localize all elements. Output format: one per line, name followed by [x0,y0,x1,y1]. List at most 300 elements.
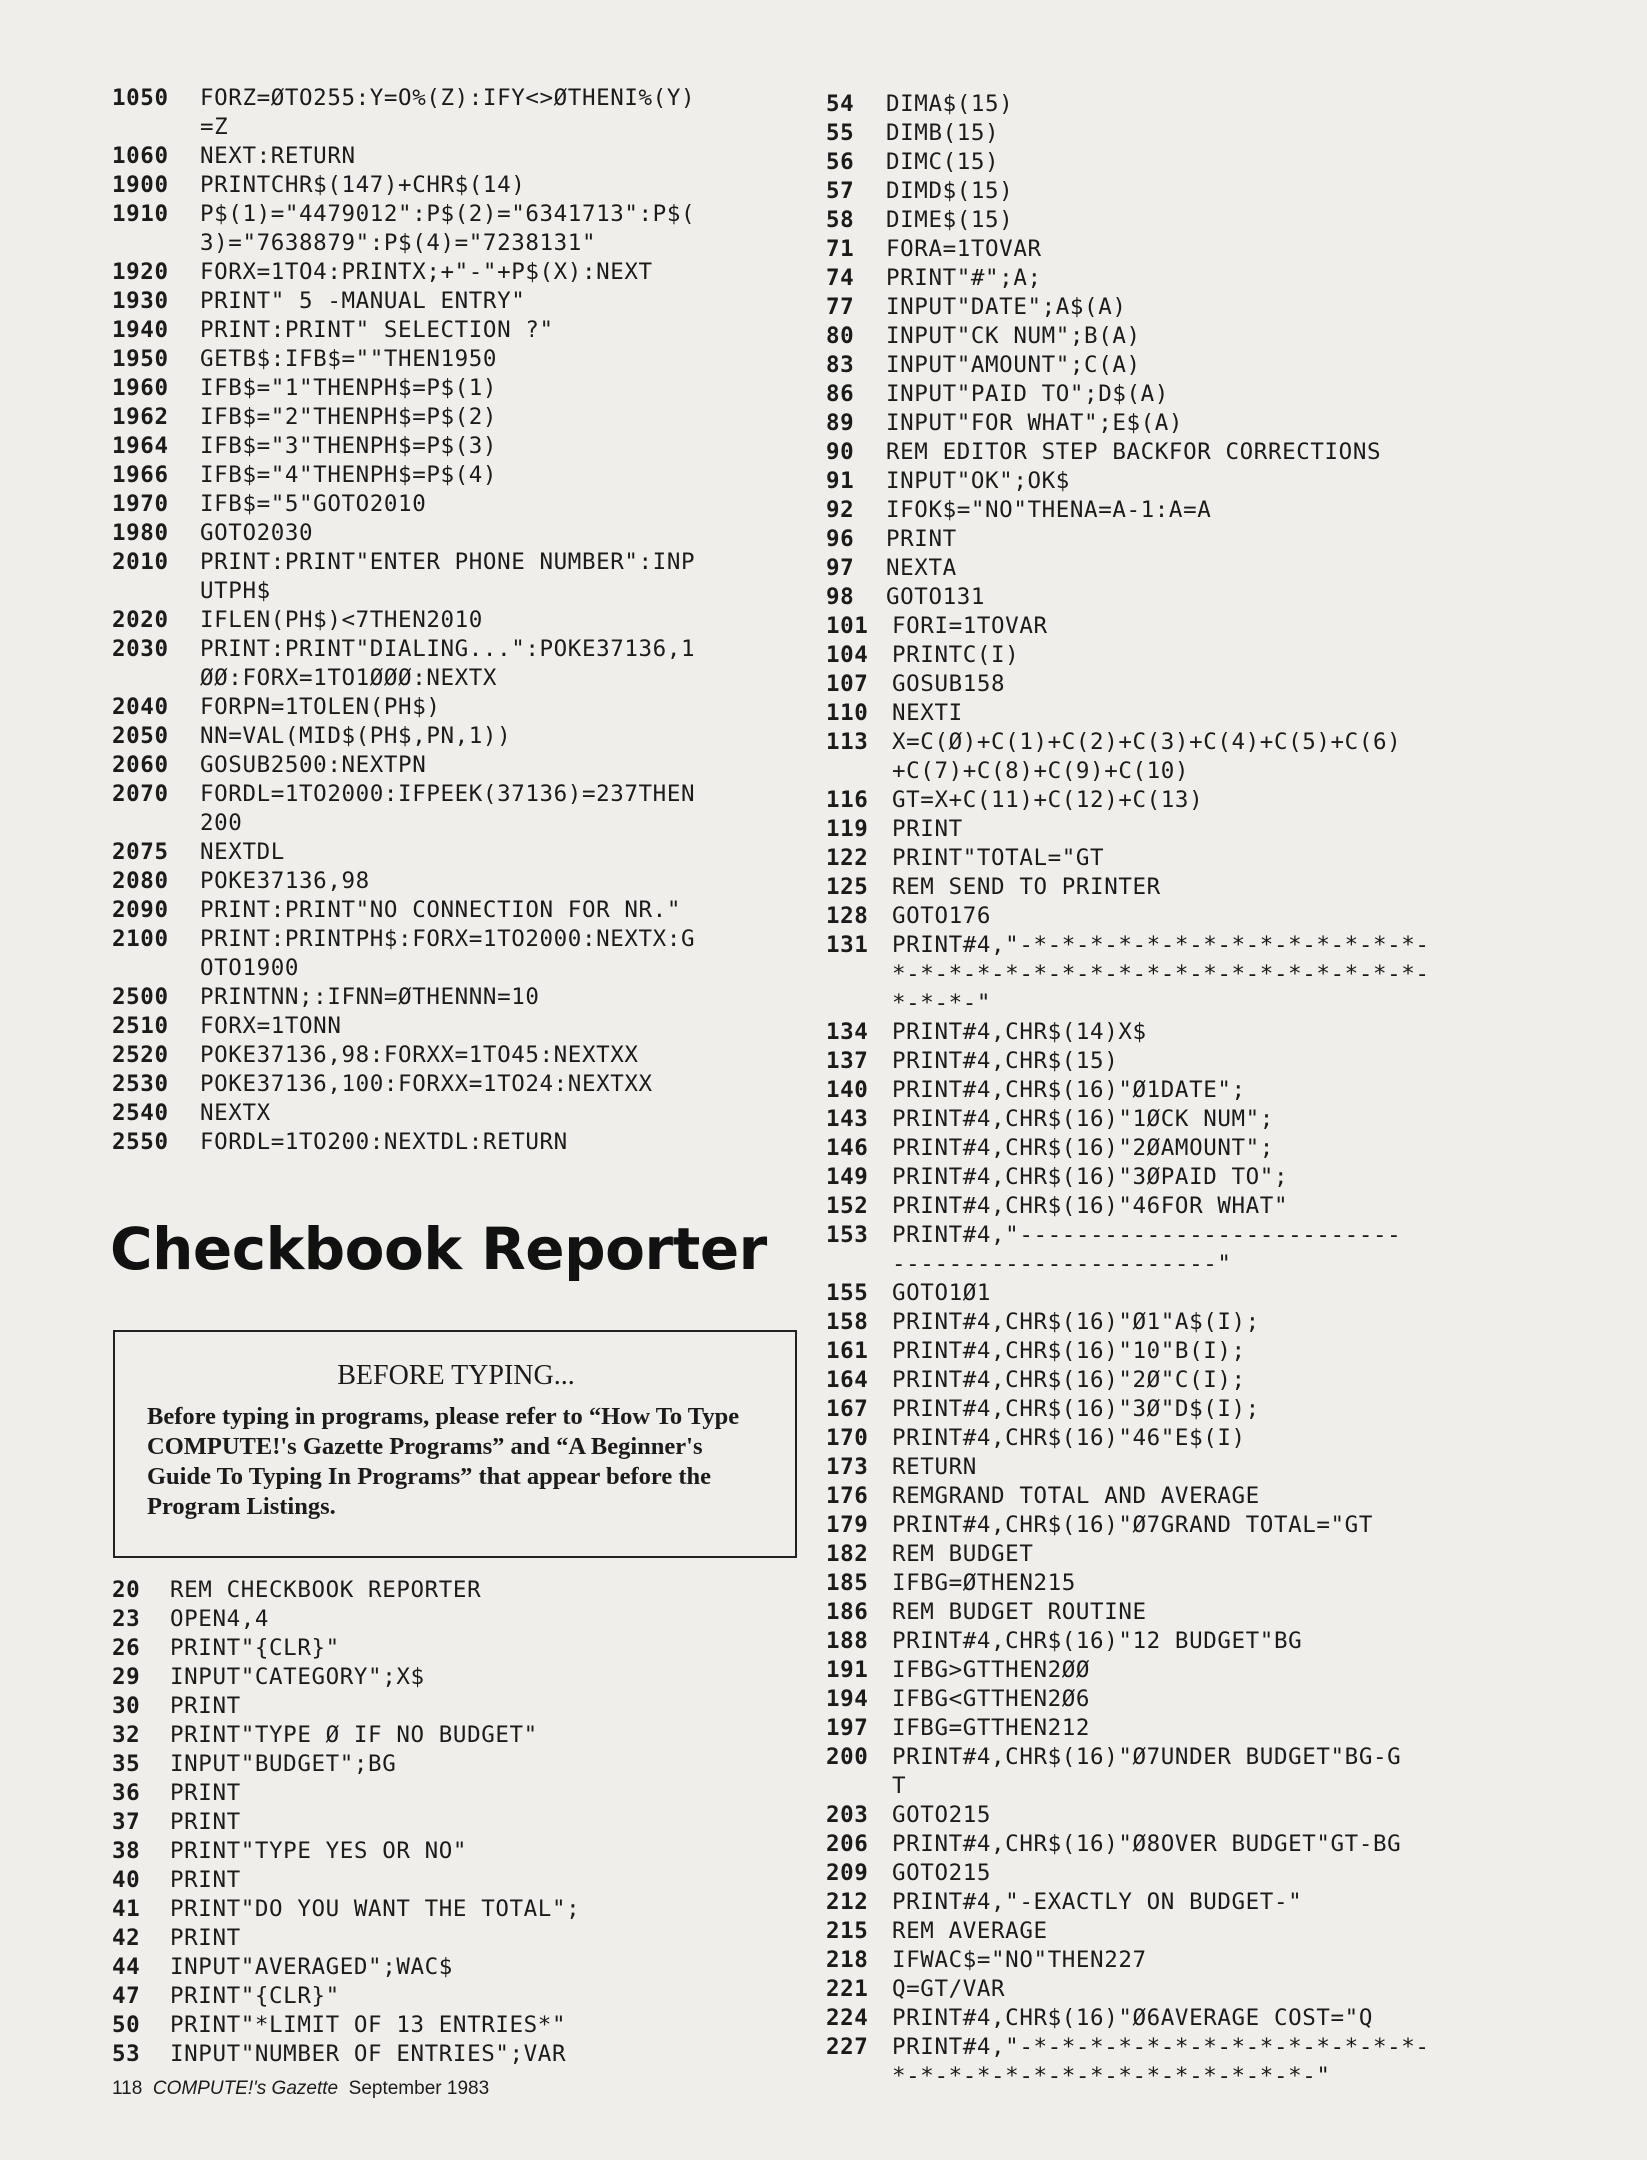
line-number: 2520 [112,1042,169,1068]
line-code: PRINT [170,1809,241,1835]
line-code: FORA=1TOVAR [886,236,1042,262]
line-number: 1962 [112,404,169,430]
line-code: REM BUDGET ROUTINE [892,1599,1147,1625]
line-code: IFBG=GTTHEN212 [892,1715,1091,1741]
line-number: 2550 [112,1129,169,1155]
code-line [826,1424,1586,1453]
code-line [112,1634,812,1663]
line-code: PRINT#4,CHR$(16)"3Ø"D$(I); [892,1396,1260,1422]
line-code: Q=GT/VAR [892,1976,1006,2002]
line-code: IFB$="4"THENPH$=P$(4) [200,462,498,488]
line-number: 146 [826,1135,869,1161]
line-number: 2070 [112,781,169,807]
line-code: PRINT#4,CHR$(16)"Ø1DATE"; [892,1077,1246,1103]
line-number: 2090 [112,897,169,923]
line-number: 37 [112,1809,141,1835]
code-line [112,606,812,635]
line-number: 42 [112,1925,141,1951]
line-number: 194 [826,1686,869,1712]
code-line [826,525,1586,554]
code-line [112,461,812,490]
line-code: RETURN [892,1454,977,1480]
code-line [826,496,1586,525]
code-line [112,1663,812,1692]
page-number: 118 [112,2078,143,2099]
line-number: 176 [826,1483,869,1509]
line-code: PRINT#4,CHR$(16)"Ø7GRAND TOTAL="GT [892,1512,1373,1538]
line-code: PRINT#4,"-*-*-*-*-*-*-*-*-*-*-*-*-*-*- *-*-*-*-*-*-*-*-*-*-*-*-*-*-*-*-*-*-*- *-*-*-" [892,932,1430,1016]
code-line [112,1070,812,1099]
line-code: INPUT"BUDGET";BG [170,1751,397,1777]
code-line [112,693,812,722]
code-line [826,641,1586,670]
code-line [826,1395,1586,1424]
code-line [112,1953,812,1982]
line-code: PRINTC(I) [892,642,1020,668]
line-code: PRINTNN;:IFNN=ØTHENNN=10 [200,984,540,1010]
line-number: 77 [826,294,855,320]
line-code: FORDL=1TO200:NEXTDL:RETURN [200,1129,568,1155]
code-line [826,1163,1586,1192]
line-number: 2500 [112,984,169,1010]
line-code: FORDL=1TO2000:IFPEEK(37136)=237THEN 200 [200,781,696,836]
code-line [112,635,812,693]
line-code: NEXTDL [200,839,285,865]
line-code: GOTO215 [892,1802,992,1828]
line-code: PRINT#4,CHR$(16)"Ø1"A$(I); [892,1309,1260,1335]
code-line [112,1012,812,1041]
line-number: 158 [826,1309,869,1335]
line-code: IFB$="2"THENPH$=P$(2) [200,404,498,430]
code-line [826,1627,1586,1656]
line-number: 35 [112,1751,141,1777]
line-number: 137 [826,1048,869,1074]
line-number: 122 [826,845,869,871]
line-number: 170 [826,1425,869,1451]
code-line [112,2011,812,2040]
code-line [112,1099,812,1128]
line-code: INPUT"AVERAGED";WAC$ [170,1954,453,1980]
line-code: INPUT"CK NUM";B(A) [886,323,1141,349]
code-line [112,1866,812,1895]
line-number: 54 [826,91,855,117]
line-code: NEXT:RETURN [200,143,356,169]
line-code: IFWAC$="NO"THEN227 [892,1947,1147,1973]
code-line [826,1018,1586,1047]
line-number: 119 [826,816,869,842]
line-number: 128 [826,903,869,929]
line-code: PRINT"#";A; [886,265,1042,291]
line-code: INPUT"OK";OK$ [886,468,1070,494]
code-line [826,844,1586,873]
code-line [826,786,1586,815]
code-line [112,1576,812,1605]
line-number: 212 [826,1889,869,1915]
line-code: DIMC(15) [886,149,1000,175]
code-line [112,84,812,142]
line-code: DIMA$(15) [886,91,1014,117]
code-line [112,780,812,838]
line-number: 131 [826,932,869,958]
line-number: 224 [826,2005,869,2031]
line-number: 125 [826,874,869,900]
line-code: PRINT"DO YOU WANT THE TOTAL"; [170,1896,581,1922]
line-number: 179 [826,1512,869,1538]
code-line [112,403,812,432]
line-code: PRINT#4,CHR$(16)"Ø6AVERAGE COST="Q [892,2005,1373,2031]
line-code: PRINT [886,526,957,552]
publication-name: COMPUTE!'s Gazette [152,2078,339,2099]
code-line [826,177,1586,206]
code-line [826,206,1586,235]
line-number: 2040 [112,694,169,720]
code-line [112,432,812,461]
line-code: PRINT#4,CHR$(16)"10"B(I); [892,1338,1246,1364]
line-code: GOTO176 [892,903,992,929]
code-line [826,1105,1586,1134]
code-line [826,1917,1586,1946]
line-number: 2510 [112,1013,169,1039]
line-code: IFBG>GTTHEN2ØØ [892,1657,1091,1683]
line-code: NEXTA [886,555,957,581]
line-number: 1964 [112,433,169,459]
code-line [826,1366,1586,1395]
line-code: FORX=1TONN [200,1013,342,1039]
line-number: 186 [826,1599,869,1625]
line-number: 1060 [112,143,169,169]
code-line [112,200,812,258]
line-code: DIMB(15) [886,120,1000,146]
line-code: FORZ=ØTO255:Y=O%(Z):IFY<>ØTHENI%(Y) =Z [200,85,696,140]
line-number: 101 [826,613,869,639]
code-line [112,374,812,403]
code-line [112,925,812,983]
code-line [826,1076,1586,1105]
line-code: PRINT#4,CHR$(15) [892,1048,1119,1074]
code-line [826,728,1586,786]
code-line [826,2004,1586,2033]
code-line [826,1337,1586,1366]
line-number: 97 [826,555,855,581]
line-number: 56 [826,149,855,175]
line-number: 161 [826,1338,869,1364]
code-line [826,264,1586,293]
code-line [112,751,812,780]
line-code: GETB$:IFB$=""THEN1950 [200,346,498,372]
line-number: 173 [826,1454,869,1480]
line-number: 1940 [112,317,169,343]
line-number: 98 [826,584,855,610]
line-number: 110 [826,700,869,726]
line-code: INPUT"PAID TO";D$(A) [886,381,1169,407]
line-number: 1950 [112,346,169,372]
line-code: FORX=1TO4:PRINTX;+"-"+P$(X):NEXT [200,259,653,285]
line-number: 29 [112,1664,141,1690]
line-number: 2060 [112,752,169,778]
line-number: 2050 [112,723,169,749]
line-number: 36 [112,1780,141,1806]
code-line [112,1779,812,1808]
line-code: PRINT#4,"-EXACTLY ON BUDGET-" [892,1889,1303,1915]
line-number: 1966 [112,462,169,488]
line-code: PRINT [170,1925,241,1951]
line-number: 206 [826,1831,869,1857]
article-heading: Checkbook Reporter [110,1215,767,1283]
code-line [112,1837,812,1866]
line-number: 1900 [112,172,169,198]
code-line [112,722,812,751]
code-line [826,1888,1586,1917]
code-line [826,554,1586,583]
code-line [826,1482,1586,1511]
line-code: IFB$="3"THENPH$=P$(3) [200,433,498,459]
code-line [112,316,812,345]
code-line [826,1656,1586,1685]
code-line [112,1895,812,1924]
line-number: 2075 [112,839,169,865]
code-line [112,345,812,374]
line-number: 86 [826,381,855,407]
line-code: IFBG<GTTHEN2Ø6 [892,1686,1091,1712]
line-code: PRINT"TOTAL="GT [892,845,1105,871]
code-line [826,1975,1586,2004]
line-code: PRINT#4,CHR$(16)"Ø7UNDER BUDGET"BG-G T [892,1744,1402,1799]
line-code: GT=X+C(11)+C(12)+C(13) [892,787,1204,813]
code-line [826,409,1586,438]
line-number: 167 [826,1396,869,1422]
code-line [826,1569,1586,1598]
line-code: PRINT"*LIMIT OF 13 ENTRIES*" [170,2012,567,2038]
line-number: 32 [112,1722,141,1748]
line-code: PRINT#4,CHR$(16)"Ø8OVER BUDGET"GT-BG [892,1831,1402,1857]
code-line [826,902,1586,931]
line-code: DIME$(15) [886,207,1014,233]
code-line [826,1221,1586,1279]
line-number: 2080 [112,868,169,894]
line-code: PRINT#4,"--------------------------- -----------------------" [892,1222,1402,1277]
line-number: 155 [826,1280,869,1306]
line-number: 57 [826,178,855,204]
line-number: 134 [826,1019,869,1045]
line-code: POKE37136,98:FORXX=1TO45:NEXTXX [200,1042,639,1068]
code-line [826,1598,1586,1627]
code-line [826,931,1586,1018]
code-line [112,983,812,1012]
line-code: NN=VAL(MID$(PH$,PN,1)) [200,723,512,749]
code-line [826,815,1586,844]
line-code: FORI=1TOVAR [892,613,1048,639]
code-line [826,380,1586,409]
code-line [826,1279,1586,1308]
line-code: PRINT#4,CHR$(16)"1ØCK NUM"; [892,1106,1274,1132]
line-code: REM SEND TO PRINTER [892,874,1161,900]
line-number: 2010 [112,549,169,575]
line-code: GOTO1Ø1 [892,1280,992,1306]
line-number: 89 [826,410,855,436]
line-code: IFBG=ØTHEN215 [892,1570,1076,1596]
line-number: 23 [112,1606,141,1632]
line-code: PRINT#4,"-*-*-*-*-*-*-*-*-*-*-*-*-*-*- *-*-*-*-*-*-*-*-*-*-*-*-*-*-*-" [892,2034,1430,2089]
line-number: 71 [826,236,855,262]
code-line [826,1540,1586,1569]
line-code: REM AVERAGE [892,1918,1048,1944]
line-number: 215 [826,1918,869,1944]
line-number: 191 [826,1657,869,1683]
code-line [826,1714,1586,1743]
line-number: 83 [826,352,855,378]
line-code: PRINT [892,816,963,842]
line-number: 188 [826,1628,869,1654]
code-line [112,1982,812,2011]
line-number: 44 [112,1954,141,1980]
code-line [826,612,1586,641]
line-number: 74 [826,265,855,291]
line-code: FORPN=1TOLEN(PH$) [200,694,441,720]
issue-date: September 1983 [348,2078,490,2099]
code-line [826,1859,1586,1888]
code-line [112,1041,812,1070]
code-line [112,490,812,519]
line-code: PRINT#4,CHR$(16)"2ØAMOUNT"; [892,1135,1274,1161]
code-line [112,142,812,171]
code-line [826,873,1586,902]
line-number: 2030 [112,636,169,662]
line-code: GOSUB2500:NEXTPN [200,752,427,778]
program-listing-right [826,90,1586,2091]
line-code: IFB$="5"GOTO2010 [200,491,427,517]
line-number: 55 [826,120,855,146]
code-line [826,148,1586,177]
code-line [826,1134,1586,1163]
line-code: PRINT#4,CHR$(16)"3ØPAID TO"; [892,1164,1289,1190]
code-line [826,322,1586,351]
line-code: INPUT"FOR WHAT";E$(A) [886,410,1184,436]
line-number: 2530 [112,1071,169,1097]
code-line [112,171,812,200]
code-line [112,1721,812,1750]
line-number: 92 [826,497,855,523]
line-number: 96 [826,526,855,552]
code-line [826,1308,1586,1337]
program-listing-bottom [112,1576,812,2069]
code-line [826,467,1586,496]
code-line [826,438,1586,467]
code-line [112,896,812,925]
line-code: PRINT"TYPE YES OR NO" [170,1838,468,1864]
line-code: IFOK$="NO"THENA=A-1:A=A [886,497,1212,523]
line-code: PRINT [170,1693,241,1719]
code-line [112,1924,812,1953]
line-code: PRINT"TYPE Ø IF NO BUDGET" [170,1722,538,1748]
line-code: IFB$="1"THENPH$=P$(1) [200,375,498,401]
line-code: PRINT#4,CHR$(16)"46FOR WHAT" [892,1193,1289,1219]
code-line [112,1808,812,1837]
line-number: 185 [826,1570,869,1596]
line-code: OPEN4,4 [170,1606,270,1632]
page-footer [112,2078,489,2100]
code-line [112,258,812,287]
line-number: 41 [112,1896,141,1922]
line-code: PRINT" 5 -MANUAL ENTRY" [200,288,526,314]
program-listing-top [112,84,812,1157]
line-code: PRINT#4,CHR$(16)"2Ø"C(I); [892,1367,1246,1393]
line-number: 107 [826,671,869,697]
line-code: NEXTI [892,700,963,726]
line-number: 153 [826,1222,869,1248]
line-code: INPUT"DATE";A$(A) [886,294,1127,320]
line-number: 116 [826,787,869,813]
line-number: 227 [826,2034,869,2060]
line-code: PRINT:PRINT"DIALING...":POKE37136,1 ØØ:FORX=1TO1ØØØ:NEXTX [200,636,696,691]
line-code: IFLEN(PH$)<7THEN2010 [200,607,483,633]
line-code: PRINT:PRINT"NO CONNECTION FOR NR." [200,897,681,923]
code-line [826,1685,1586,1714]
line-number: 1050 [112,85,169,111]
line-code: GOTO2030 [200,520,314,546]
line-code: PRINT#4,CHR$(16)"46"E$(I) [892,1425,1246,1451]
line-code: PRINT [170,1780,241,1806]
code-line [826,90,1586,119]
code-line [112,287,812,316]
line-number: 152 [826,1193,869,1219]
code-line [826,119,1586,148]
code-line [826,1830,1586,1859]
line-code: PRINT"{CLR}" [170,1983,340,2009]
line-number: 113 [826,729,869,755]
code-line [826,235,1586,264]
line-number: 50 [112,2012,141,2038]
code-line [826,1946,1586,1975]
code-line [112,1692,812,1721]
code-line [826,1743,1586,1801]
line-number: 2020 [112,607,169,633]
line-number: 1920 [112,259,169,285]
line-code: REMGRAND TOTAL AND AVERAGE [892,1483,1260,1509]
line-code: NEXTX [200,1100,271,1126]
line-number: 143 [826,1106,869,1132]
line-number: 221 [826,1976,869,2002]
line-code: PRINT:PRINTPH$:FORX=1TO2000:NEXTX:G OTO1900 [200,926,696,981]
code-line [826,1801,1586,1830]
line-code: GOTO131 [886,584,986,610]
line-number: 203 [826,1802,869,1828]
code-line [112,548,812,606]
line-code: POKE37136,98 [200,868,370,894]
line-number: 91 [826,468,855,494]
code-line [112,1128,812,1157]
line-code: GOSUB158 [892,671,1006,697]
line-number: 2100 [112,926,169,952]
code-line [112,867,812,896]
code-line [112,1750,812,1779]
line-number: 2540 [112,1100,169,1126]
line-number: 90 [826,439,855,465]
line-code: REM CHECKBOOK REPORTER [170,1577,482,1603]
code-line [826,1192,1586,1221]
code-line [826,1453,1586,1482]
line-code: PRINT:PRINT"ENTER PHONE NUMBER":INP UTPH$ [200,549,696,604]
line-number: 1960 [112,375,169,401]
line-number: 58 [826,207,855,233]
line-number: 1910 [112,201,169,227]
code-line [112,2040,812,2069]
line-number: 164 [826,1367,869,1393]
code-line [826,583,1586,612]
code-line [112,519,812,548]
line-number: 30 [112,1693,141,1719]
line-code: DIMD$(15) [886,178,1014,204]
code-line [112,838,812,867]
